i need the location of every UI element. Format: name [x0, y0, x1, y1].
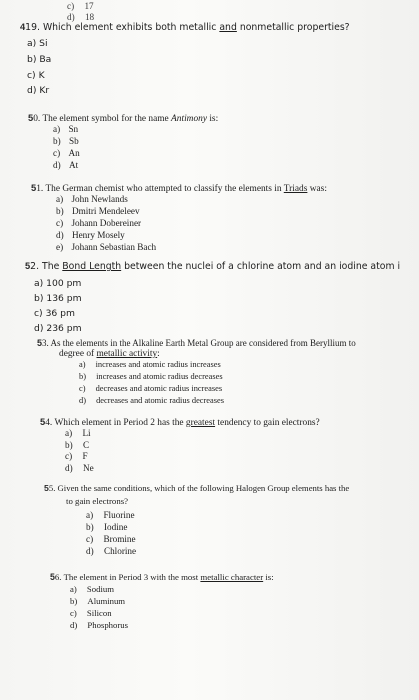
q26-option-d: d) Phosphorus	[70, 620, 128, 630]
q21-option-e: e) Johann Sebastian Bach	[56, 242, 157, 252]
q21-option-b: b) Dmitri Mendeleev	[56, 206, 140, 216]
q23-option-b: b) increases and atomic radius decreases	[79, 372, 223, 381]
q23-option-c: c) decreases and atomic radius increases	[79, 384, 223, 393]
q20-option-a: a) Sn	[53, 124, 79, 134]
question-21: 51. The German chemist who attempted to classify the elements in Triads was:	[31, 182, 327, 194]
question-19: 419. Which element exhibits both metallic and nonmetallic properties?	[20, 22, 350, 33]
q22-option-c: c) 36 pm	[34, 308, 75, 319]
q26-option-b: b) Aluminum	[70, 596, 126, 606]
q24-option-b: b) C	[65, 440, 90, 450]
q22-option-d: d) 236 pm	[34, 323, 82, 334]
q19-option-b: b) Ba	[27, 54, 52, 65]
q23-option-a: a) increases and atomic radius increases	[79, 360, 221, 369]
question-26: 56. The element in Period 3 with the most metallic character is:	[50, 572, 274, 582]
question-20: 50. The element symbol for the name Antimony is:	[28, 112, 219, 124]
q24-option-c: c) F	[65, 451, 88, 461]
top-option-d: d) 18	[67, 12, 95, 22]
q23-option-d: d) decreases and atomic radius decreases	[79, 396, 224, 405]
q21-option-d: d) Henry Mosely	[56, 230, 125, 240]
q25-option-d: d) Chlorine	[86, 546, 137, 556]
q21-option-a: a) John Newlands	[56, 194, 128, 204]
q22-option-b: b) 136 pm	[34, 293, 82, 304]
q25-option-b: b) Iodine	[86, 522, 128, 532]
question-25: 55. Given the same conditions, which of the following Halogen Group elements has the	[44, 483, 350, 493]
question-23: 53. As the elements in the Alkaline Earth Metal Group are considered from Beryllium to	[37, 338, 356, 348]
q26-option-a: a) Sodium	[70, 584, 114, 594]
q26-option-c: c) Silicon	[70, 608, 112, 618]
q24-option-a: a) Li	[65, 428, 91, 438]
q24-option-d: d) Ne	[65, 463, 94, 473]
q22-option-a: a) 100 pm	[34, 278, 82, 289]
q20-option-c: c) An	[53, 148, 80, 158]
q20-option-b: b) Sb	[53, 136, 79, 146]
question-24: 54. Which element in Period 2 has the greatest tendency to gain electrons?	[40, 416, 320, 428]
q23-line-2: degree of metallic activity:	[59, 349, 160, 359]
q19-option-d: d) Kr	[27, 85, 50, 96]
q20-option-d: d) At	[53, 160, 79, 170]
q25-option-a: a) Fluorine	[86, 510, 135, 520]
q25-option-c: c) Bromine	[86, 534, 136, 544]
question-22: 52. The Bond Length between the nuclei of a chlorine atom and an iodine atom i	[25, 261, 401, 272]
q25-line-2: to gain electrons?	[66, 496, 129, 506]
top-option-c: c) 17	[67, 1, 94, 11]
q19-option-c: c) K	[27, 70, 45, 81]
q21-option-c: c) Johann Dobereiner	[56, 218, 142, 228]
q19-option-a: a) Si	[27, 38, 48, 49]
